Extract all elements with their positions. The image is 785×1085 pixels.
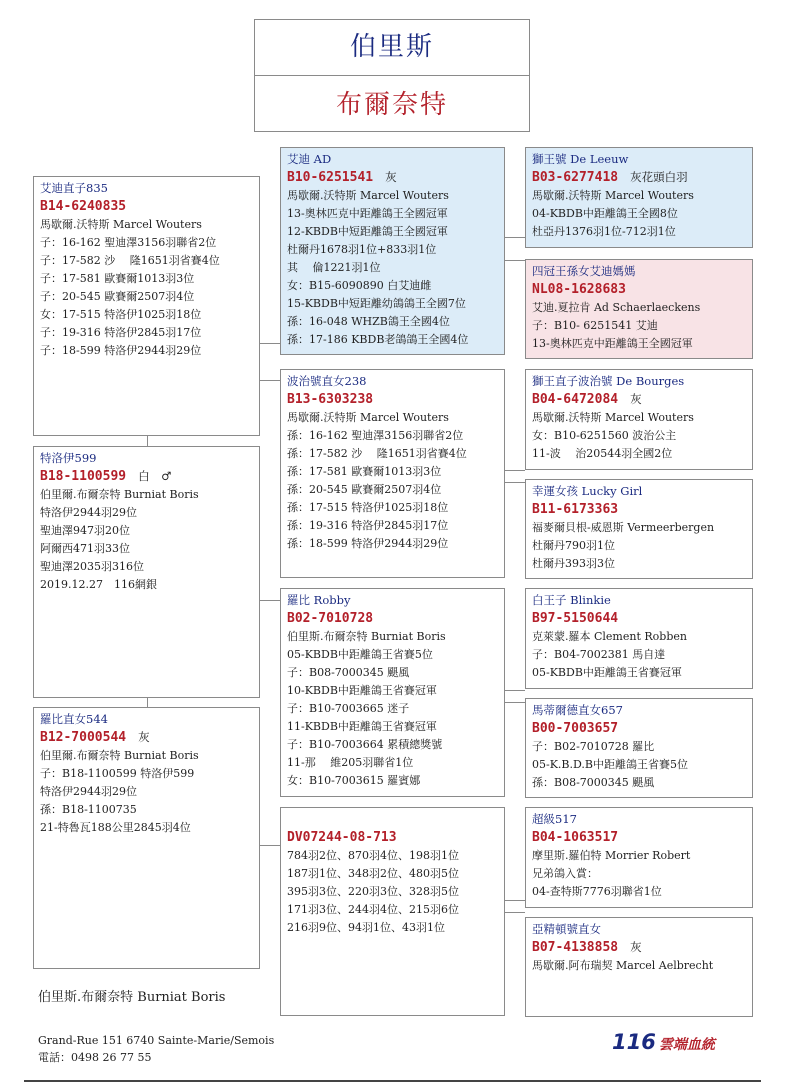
info-line: 孫：17-186 KBDB老鴿鴿王全國4位	[287, 333, 469, 346]
info-line: 孫：17-515 特洛伊1025羽18位	[287, 501, 449, 514]
ssds-card	[525, 369, 753, 470]
owner-name-line2: 布爾奈特	[335, 90, 448, 120]
info-line: 子：B04-7002381 馬自達	[532, 648, 666, 661]
info-line: 馬歇爾.沃特斯 Marcel Wouters	[532, 189, 694, 202]
info-line: 11-波 治20544羽全國2位	[532, 447, 673, 460]
info-line: 杜亞丹1376羽1位-712羽1位	[532, 225, 676, 238]
site-logo	[612, 1030, 715, 1054]
ring-number: B12-7000544 灰	[40, 730, 150, 745]
sire-card	[33, 446, 260, 698]
bird-name: 馬蒂爾德直女657	[532, 703, 623, 717]
info-line: 子：B02-7010728 羅比	[532, 740, 655, 753]
info-line: 馬歇爾.沃特斯 Marcel Wouters	[287, 189, 449, 202]
bottom-rule	[24, 1080, 761, 1082]
info-line: 子：17-581 歐賽爾1013羽3位	[40, 272, 195, 285]
info-line: 孫：20-545 歐賽爾2507羽4位	[287, 483, 442, 496]
ring-number: B04-6472084 灰	[532, 392, 642, 407]
bird-name: 幸運女孩 Lucky Girl	[532, 484, 643, 498]
ssss-card	[525, 147, 753, 248]
bird-name: 艾迪直子835	[40, 181, 108, 195]
bird-color: 灰	[138, 730, 150, 744]
sss-card	[280, 147, 505, 355]
info-line: 聖迪澤2035羽316位	[40, 560, 144, 573]
info-line: 12-KBDB中短距離鴿王全國冠軍	[287, 225, 448, 238]
sdss-card	[525, 588, 753, 689]
ring-number: B10-6251541 灰	[287, 170, 397, 185]
connector-line	[505, 912, 525, 913]
ssd-card	[280, 369, 505, 578]
info-line: 171羽3位、244羽4位、215羽6位	[287, 903, 459, 916]
info-line: 女：B15-6090890 白艾迪雌	[287, 279, 432, 292]
bird-color: 灰	[630, 940, 642, 954]
info-line: 784羽2位、870羽4位、198羽1位	[287, 849, 459, 862]
info-line: 阿爾西471羽33位	[40, 542, 130, 555]
connector-line	[505, 260, 525, 261]
info-line: 其 倫1221羽1位	[287, 261, 381, 274]
info-line: 孫：19-316 特洛伊2845羽17位	[287, 519, 449, 532]
connector-line	[260, 343, 280, 344]
ring-number: B00-7003657	[532, 721, 619, 736]
info-line: 孫：16-162 聖迪澤3156羽聯省2位	[287, 429, 464, 442]
info-line: 子：B10-7003665 迷子	[287, 702, 410, 715]
info-line: 孫：16-048 WHZB鴿王全國4位	[287, 315, 450, 328]
sddd-card	[525, 917, 753, 1017]
info-line: 15-KBDB中短距離幼鴿鴿王全國7位	[287, 297, 466, 310]
info-line: 187羽1位、348羽2位、480羽5位	[287, 867, 459, 880]
info-line: 福麥爾貝根-威恩斯 Vermeerbergen	[532, 521, 715, 534]
sire-dam-card	[33, 707, 260, 969]
info-line: 孫：B08-7000345 颶風	[532, 776, 655, 789]
sssd-card	[525, 259, 753, 359]
bird-name: 艾迪 AD	[287, 152, 332, 166]
info-line: 2019.12.27 116網銀	[40, 578, 157, 591]
info-line: 10-KBDB中距離鴿王省賽冠軍	[287, 684, 437, 697]
info-line: 21-特魯瓦188公里2845羽4位	[40, 821, 191, 834]
info-line: 女：17-515 特洛伊1025羽18位	[40, 308, 202, 321]
info-line: 子：19-316 特洛伊2845羽17位	[40, 326, 202, 339]
info-line: 子：18-599 特洛伊2944羽29位	[40, 344, 202, 357]
info-line: 孫：17-581 歐賽爾1013羽3位	[287, 465, 442, 478]
info-line: 伯里爾.布爾奈特 Burniat Boris	[40, 488, 199, 501]
info-line: 特洛伊2944羽29位	[40, 785, 137, 798]
info-line: 馬歇爾.沃特斯 Marcel Wouters	[287, 411, 449, 424]
connector-line	[505, 690, 525, 691]
connector-line	[505, 702, 525, 703]
info-line: 兄弟鴿入賞：	[532, 867, 598, 880]
connector-line	[260, 380, 280, 381]
info-line: 子：17-582 沙 隆1651羽省賽4位	[40, 254, 220, 267]
connector-line	[505, 470, 525, 471]
info-line: 馬歇爾.阿布瑞契 Marcel Aelbrecht	[532, 959, 714, 972]
bird-color: 灰花頭白羽	[630, 170, 688, 184]
bird-color: 灰	[385, 170, 397, 184]
ring-number: B02-7010728	[287, 611, 374, 626]
ring-number: B11-6173363	[532, 502, 619, 517]
info-line: 孫：18-599 特洛伊2944羽29位	[287, 537, 449, 550]
info-line: 艾迪.夏拉肯 Ad Schaerlaeckens	[532, 301, 701, 314]
bird-name: 超級517	[532, 812, 577, 826]
info-line: 子：B10- 6251541 艾迪	[532, 319, 658, 332]
bird-name: 獅王直子波治號 De Bourges	[532, 374, 685, 388]
bird-color: 灰	[630, 392, 642, 406]
breeder-name: 伯里斯.布爾奈特 Burniat Boris	[38, 990, 226, 1005]
sds-card	[280, 588, 505, 797]
info-line: 13-奧林匹克中距離鴿王全國冠軍	[287, 207, 448, 220]
info-line: 聖迪澤947羽20位	[40, 524, 130, 537]
info-line: 杜爾丹1678羽1位+833羽1位	[287, 243, 437, 256]
info-line: 杜爾丹393羽3位	[532, 557, 615, 570]
info-line: 子：B18-1100599 特洛伊599	[40, 767, 195, 780]
logo-text: 雲端血統	[658, 1037, 715, 1053]
info-line: 女：B10-6251560 波治公主	[532, 429, 677, 442]
owner-name-line1: 伯里斯	[255, 20, 529, 76]
connector-line	[147, 698, 148, 707]
info-line: 馬歇爾.沃特斯 Marcel Wouters	[40, 218, 202, 231]
bird-name: 特洛伊599	[40, 451, 97, 465]
info-line: 05-K.B.D.B中距離鴿王省賽5位	[532, 758, 689, 771]
bird-name: 四冠王孫女艾迪媽媽	[532, 264, 636, 278]
ring-number: B13-6303238	[287, 392, 374, 407]
info-line: 216羽9位、94羽1位、43羽1位	[287, 921, 445, 934]
sdd-card	[280, 807, 505, 1016]
ring-number: B14-6240835	[40, 199, 127, 214]
ssdd-card	[525, 479, 753, 579]
info-line: 特洛伊2944羽29位	[40, 506, 137, 519]
phone: 電話：0498 26 77 55	[38, 1051, 152, 1064]
logo-number: 116	[612, 1030, 656, 1054]
connector-line	[260, 845, 280, 846]
info-line: 子：B08-7000345 颶風	[287, 666, 410, 679]
info-line: 女：B10-7003615 羅賓娜	[287, 774, 421, 787]
info-line: 04-查特斯7776羽聯省1位	[532, 885, 662, 898]
connector-line	[147, 436, 148, 446]
ring-number: B03-6277418 灰花頭白羽	[532, 170, 688, 185]
info-line: 杜爾丹790羽1位	[532, 539, 615, 552]
ring-number: DV07244-08-713	[287, 830, 397, 845]
info-line: 孫：17-582 沙 隆1651羽省賽4位	[287, 447, 467, 460]
info-line: 04-KBDB中距離鴿王全國8位	[532, 207, 678, 220]
sdsd-card	[525, 698, 753, 798]
connector-line	[505, 900, 525, 901]
bird-name: 羅比直女544	[40, 712, 108, 726]
bird-name: 獅王號 De Leeuw	[532, 152, 629, 166]
info-line: 05-KBDB中距離鴿王省賽5位	[287, 648, 433, 661]
sire-sire-card	[33, 176, 260, 436]
address: Grand-Rue 151 6740 Sainte-Marie/Semois	[38, 1034, 275, 1047]
info-line: 子：20-545 歐賽爾2507羽4位	[40, 290, 195, 303]
info-line: 11-KBDB中距離鴿王省賽冠軍	[287, 720, 437, 733]
connector-line	[505, 237, 525, 238]
bird-name: 波治號直女238	[287, 374, 367, 388]
connector-line	[260, 600, 280, 601]
info-line: 05-KBDB中距離鴿王省賽冠軍	[532, 666, 682, 679]
info-line: 馬歇爾.沃特斯 Marcel Wouters	[532, 411, 694, 424]
info-line: 伯里爾.布爾奈特 Burniat Boris	[40, 749, 199, 762]
bird-name: 白王子 Blinkie	[532, 593, 611, 607]
info-line: 伯里斯.布爾奈特 Burniat Boris	[287, 630, 446, 643]
sdds-card	[525, 807, 753, 908]
connector-line	[505, 482, 525, 483]
info-line: 子：16-162 聖迪澤3156羽聯省2位	[40, 236, 217, 249]
bird-name: 亞精頓號直女	[532, 922, 601, 936]
bird-color: 白 ♂	[138, 469, 172, 483]
bird-name: 羅比 Robby	[287, 593, 351, 607]
info-line: 11-那 維205羽聯省1位	[287, 756, 414, 769]
ring-number: NL08-1628683	[532, 282, 626, 297]
ring-number: B04-1063517	[532, 830, 619, 845]
ring-number: B07-4138858 灰	[532, 940, 642, 955]
ring-number: B97-5150644	[532, 611, 619, 626]
info-line: 摩里斯.羅伯特 Morrier Robert	[532, 849, 691, 862]
breeder-contact	[38, 1032, 274, 1066]
ring-number: B18-1100599 白 ♂	[40, 469, 172, 484]
info-line: 克萊蒙.羅本 Clement Robben	[532, 630, 687, 643]
info-line: 子：B10-7003664 累積總獎號	[287, 738, 443, 751]
title-box	[254, 19, 530, 132]
info-line: 395羽3位、220羽3位、328羽5位	[287, 885, 459, 898]
info-line: 13-奧林匹克中距離鴿王全國冠軍	[532, 337, 693, 350]
info-line: 孫：B18-1100735	[40, 803, 137, 816]
